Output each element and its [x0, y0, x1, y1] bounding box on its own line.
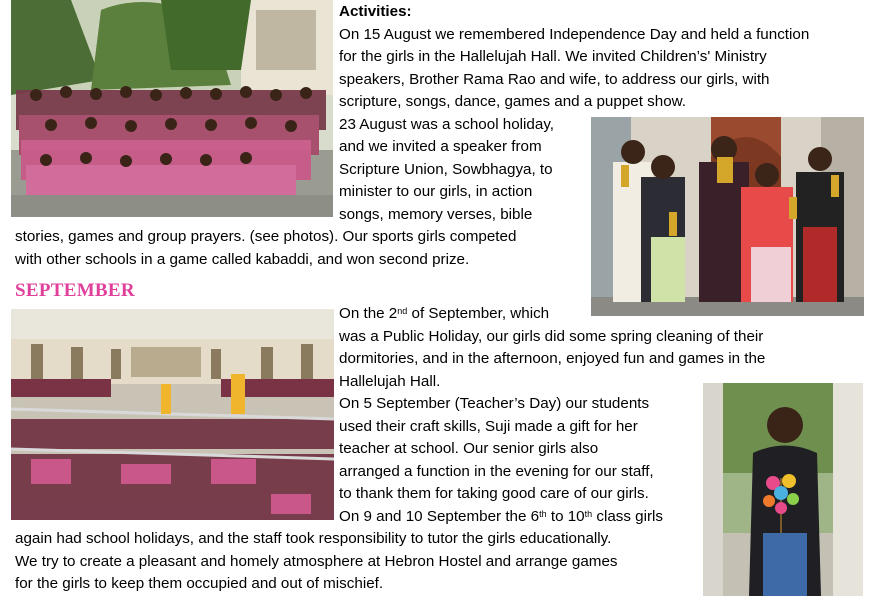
- september-line-5: On 5 September (Teacher’s Day) our students: [339, 395, 650, 412]
- september-line-1-sup: nd: [397, 306, 408, 316]
- class-line-pre: On 9 and 10 September the 6: [339, 508, 540, 525]
- activities-line-3: speakers, Brother Rama Rao and wife, to address our girls, with: [339, 71, 770, 88]
- trophy-girls-photo: [591, 117, 864, 316]
- activities-line-2: for the girls in the Hallelujah Hall. We invited Children’s' Ministry: [339, 48, 767, 65]
- activities-line-1: On 15 August we remembered Independence Day and held a function: [339, 26, 810, 43]
- activities-line-6: and we invited a speaker from: [339, 138, 542, 155]
- activities-line-4: scripture, songs, dance, games and a puppet show.: [339, 93, 686, 110]
- group-photo-outdoors: [11, 0, 333, 217]
- activities-heading: Activities:: [339, 3, 412, 20]
- september-line-4: Hallelujah Hall.: [339, 373, 441, 390]
- class-line-mid: to 10: [546, 508, 585, 525]
- september-closing-line-1: again had school holidays, and the staff took responsibility to tutor the girls educationally.: [15, 530, 612, 547]
- september-line-1-pre: On the 2: [339, 305, 398, 322]
- september-heading: SEPTEMBER: [15, 280, 135, 301]
- hall-gathering-photo: [11, 309, 334, 520]
- class-line-sup-2: th: [584, 509, 593, 519]
- class-line-sup-1: th: [539, 509, 547, 519]
- craft-gift-photo: [703, 383, 863, 596]
- activities-line-9: songs, memory verses, bible: [339, 206, 533, 223]
- september-line-6: used their craft skills, Suji made a gift for her: [339, 418, 638, 435]
- september-line-9: to thank them for taking good care of our girls.: [339, 485, 649, 502]
- september-line-3: dormitories, and in the afternoon, enjoyed fun and games in the: [339, 350, 766, 367]
- september-line-1: [339, 303, 549, 326]
- september-closing-line-2: We try to create a pleasant and homely atmosphere at Hebron Hostel and arrange games: [15, 553, 618, 570]
- september-closing-line-3: for the girls to keep them occupied and out of mischief.: [15, 575, 384, 592]
- september-line-8: arranged a function in the evening for our staff,: [339, 463, 654, 480]
- activities-line-11: with other schools in a game called kabaddi, and won second prize.: [15, 251, 470, 268]
- september-class-line: [339, 506, 663, 529]
- class-line-post: class girls: [592, 508, 664, 525]
- september-line-2: was a Public Holiday, our girls did some spring cleaning of their: [339, 328, 764, 345]
- september-line-1-post: of September, which: [407, 305, 550, 322]
- activities-line-7: Scripture Union, Sowbhagya, to: [339, 161, 553, 178]
- activities-line-10: stories, games and group prayers. (see photos). Our sports girls competed: [15, 228, 517, 245]
- activities-line-8: minister to our girls, in action: [339, 183, 533, 200]
- activities-line-5: 23 August was a school holiday,: [339, 116, 555, 133]
- september-line-7: teacher at school. Our senior girls also: [339, 440, 599, 457]
